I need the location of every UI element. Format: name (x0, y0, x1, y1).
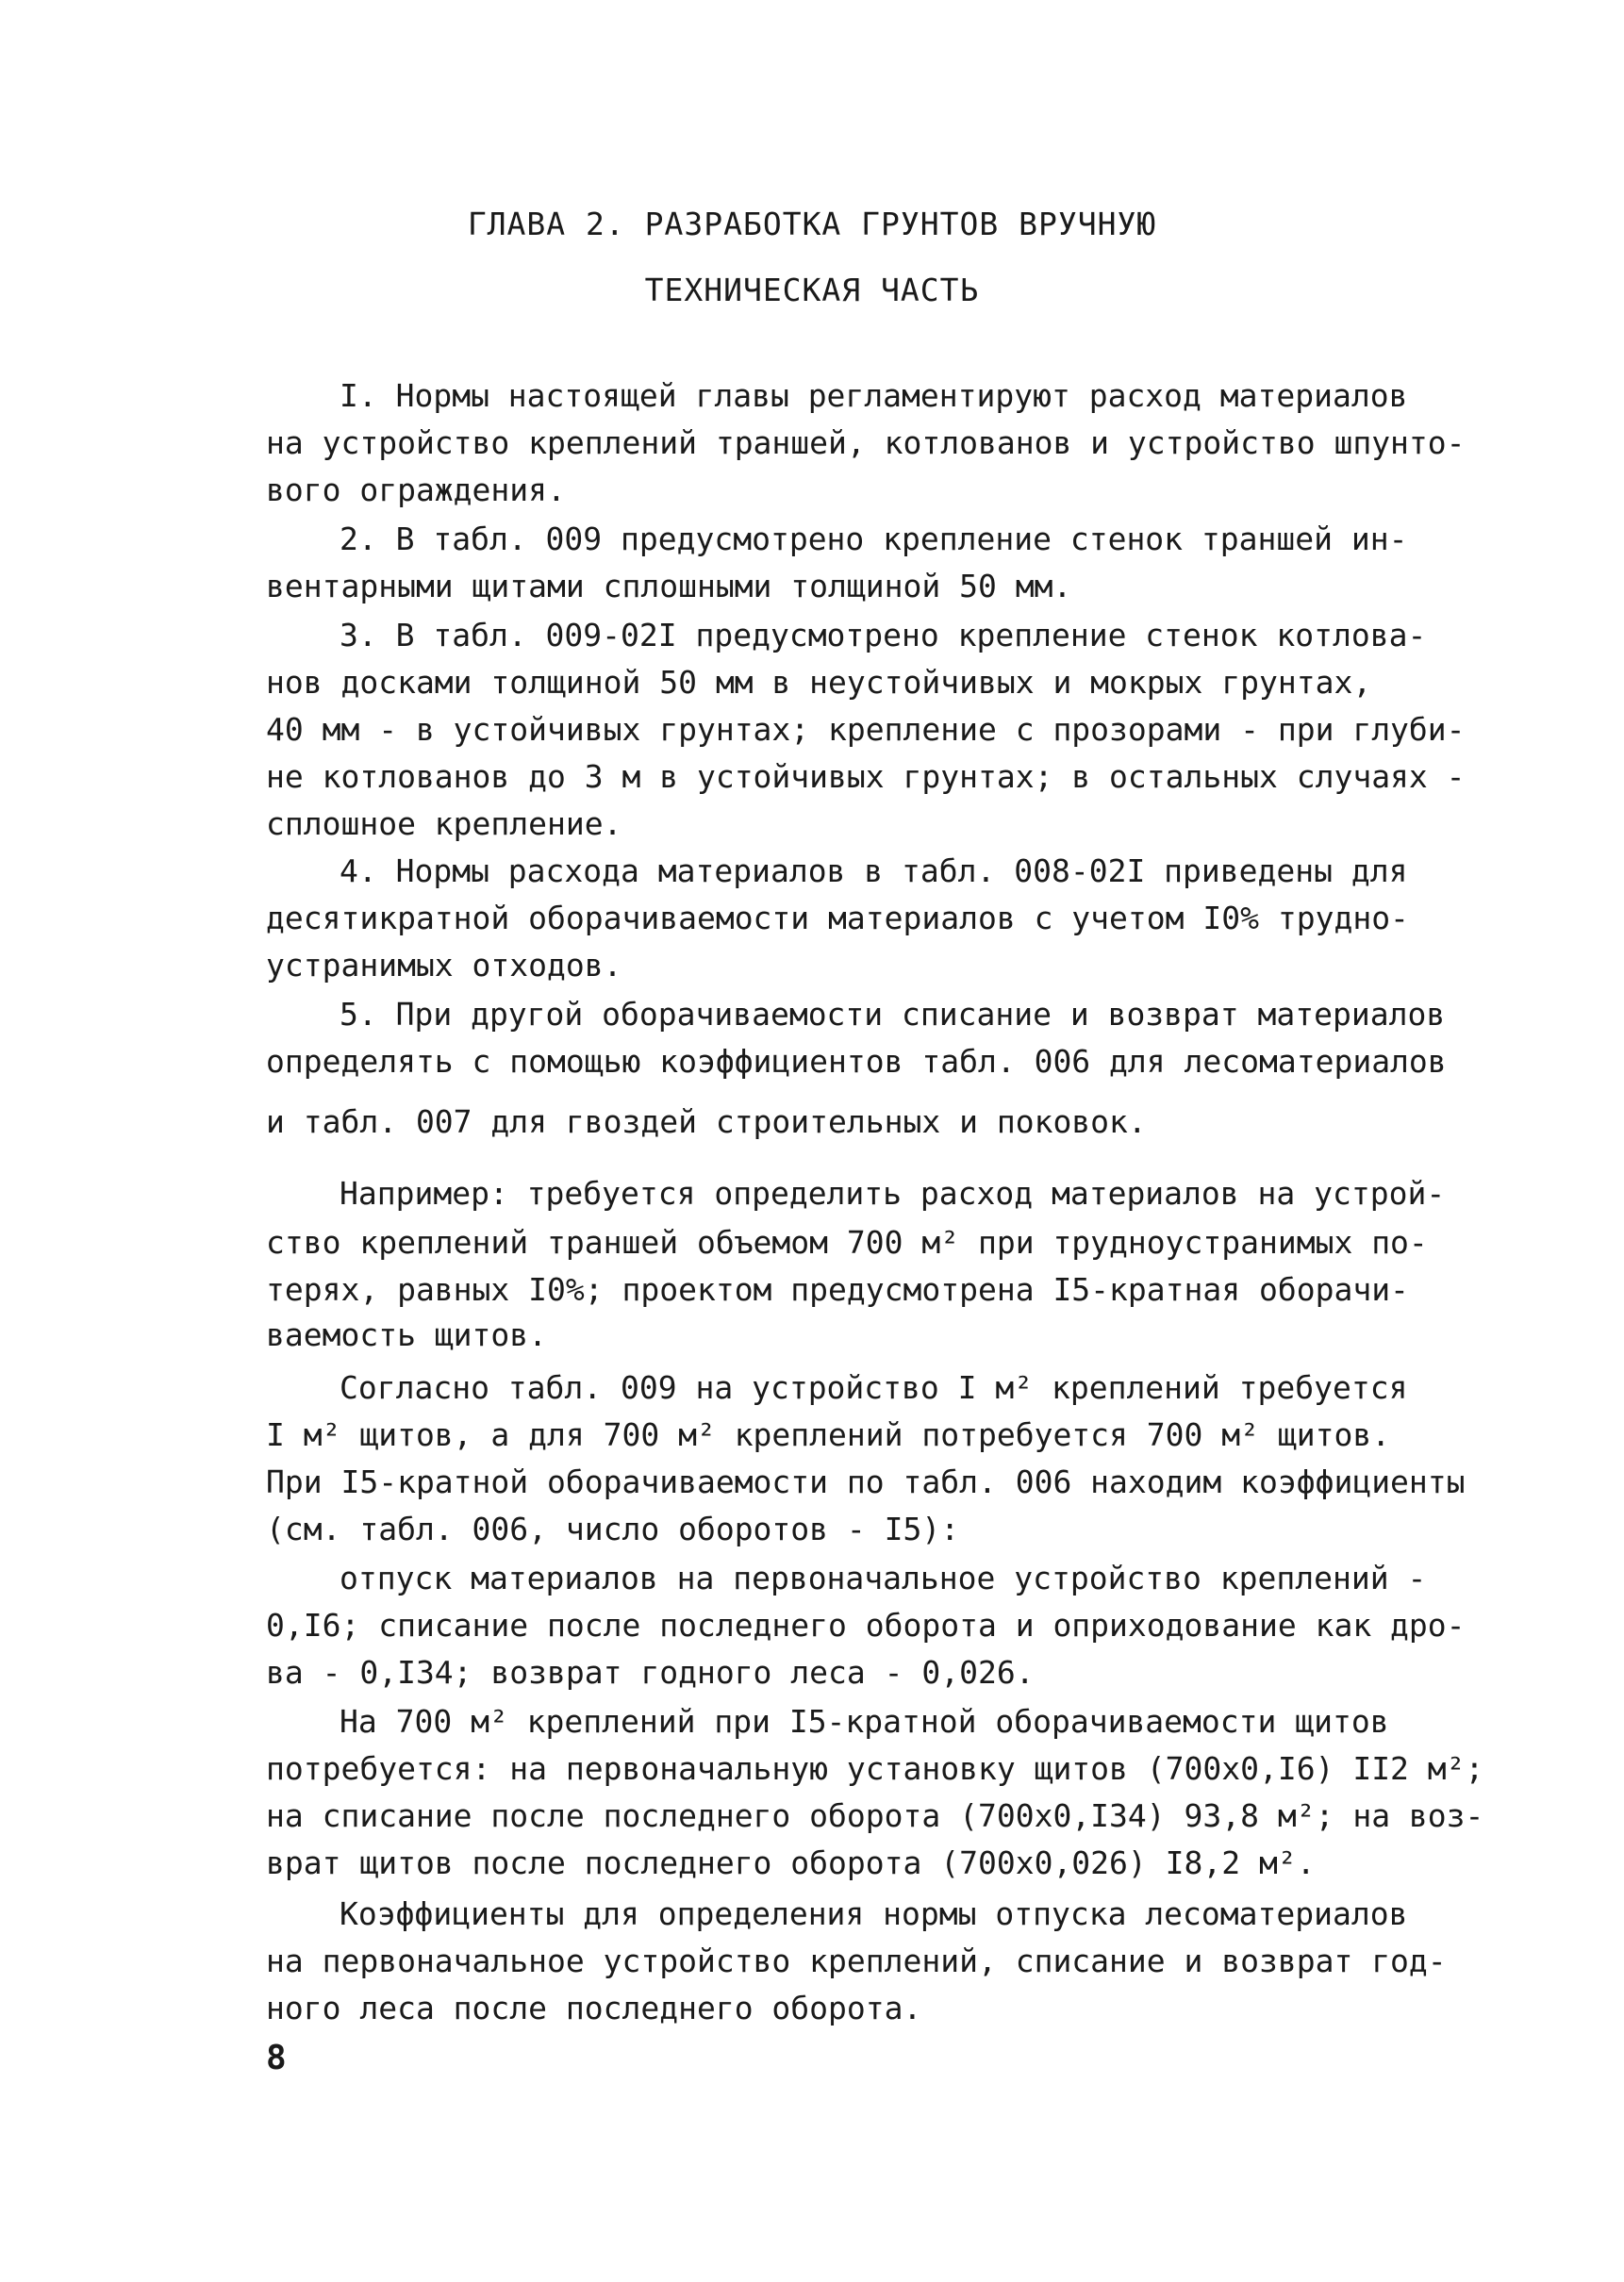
closing-line-1: Коэффициенты для определения нормы отпуска лесоматериалов (340, 1895, 1408, 1932)
calc-line-3: При I5-кратной оборачиваемости по табл. 006 находим коэффициенты (266, 1463, 1466, 1500)
paragraph-3-line-3: 40 мм - в устойчивых грунтах; крепление с прозорами - при глуби- (266, 711, 1466, 748)
result-line-3: на списание после последнего оборота (700х0,I34) 93,8 м²; на воз- (266, 1797, 1484, 1834)
result-line-4: врат щитов после последнего оборота (700х0,026) I8,2 м². (266, 1844, 1316, 1881)
calc-line-1: Согласно табл. 009 на устройство I м² креплений требуется (340, 1369, 1408, 1406)
chapter-title: ГЛАВА 2. РАЗРАБОТКА ГРУНТОВ ВРУЧНУЮ (467, 206, 1157, 242)
paragraph-1-line-2: на устройство креплений траншей, котлованов и устройство шпунто- (266, 424, 1466, 461)
paragraph-3-line-4: не котлованов до 3 м в устойчивых грунтах; в остальных случаях - (266, 758, 1466, 795)
paragraph-5-line-1: 5. При другой оборачиваемости списание и возврат материалов (340, 996, 1446, 1033)
paragraph-3-line-5: сплошное крепление. (266, 805, 622, 842)
closing-line-2: на первоначальное устройство креплений, списание и возврат год- (266, 1943, 1447, 1979)
paragraph-5-line-3: и табл. 007 для гвоздей строительных и поковок. (266, 1103, 1147, 1140)
page-number: 8 (266, 2039, 287, 2077)
section-title: ТЕХНИЧЕСКАЯ ЧАСТЬ (644, 272, 980, 308)
example-line-2: ство креплений траншей объемом 700 м² при трудноустранимых по- (266, 1224, 1428, 1261)
calc-line-4: (см. табл. 006, число оборотов - I5): (266, 1511, 960, 1547)
result-line-2: потребуется: на первоначальную установку щитов (700х0,I6) II2 м²; (266, 1750, 1484, 1787)
closing-line-3: ного леса после последнего оборота. (266, 1990, 922, 2026)
example-line-1: Например: требуется определить расход материалов на устрой- (340, 1175, 1446, 1212)
paragraph-1-line-3: вого ограждения. (266, 471, 566, 508)
calc-line-2: I м² щитов, а для 700 м² креплений потребуется 700 м² щитов. (266, 1416, 1391, 1453)
calc-line-6: 0,I6; списание после последнего оборота и оприходование как дро- (266, 1607, 1466, 1644)
paragraph-2-line-1: 2. В табл. 009 предусмотрено крепление стенок траншей ин- (340, 521, 1408, 557)
paragraph-4-line-3: устранимых отходов. (266, 947, 622, 984)
paragraph-5-line-2: определять с помощью коэффициентов табл. 006 для лесоматериалов (266, 1043, 1447, 1080)
paragraph-1-line-1: I. Нормы настоящей главы регламентируют расход материалов (340, 377, 1408, 414)
example-line-4: ваемость щитов. (266, 1316, 548, 1353)
calc-line-5: отпуск материалов на первоначальное устройство креплений - (340, 1560, 1427, 1596)
paragraph-4-line-2: десятикратной оборачиваемости материалов с учетом I0% трудно- (266, 900, 1409, 936)
paragraph-2-line-2: вентарными щитами сплошными толщиной 50 мм. (266, 568, 1072, 604)
example-line-3: терях, равных I0%; проектом предусмотрена I5-кратная оборачи- (266, 1271, 1409, 1308)
paragraph-3-line-1: 3. В табл. 009-02I предусмотрено крепление стенок котлова- (340, 617, 1427, 653)
calc-line-7: ва - 0,I34; возврат годного леса - 0,026. (266, 1654, 1035, 1691)
paragraph-4-line-1: 4. Нормы расхода материалов в табл. 008-02I приведены для (340, 852, 1408, 889)
paragraph-3-line-2: нов досками толщиной 50 мм в неустойчивых и мокрых грунтах, (266, 664, 1372, 701)
result-line-1: На 700 м² креплений при I5-кратной оборачиваемости щитов (340, 1703, 1389, 1740)
